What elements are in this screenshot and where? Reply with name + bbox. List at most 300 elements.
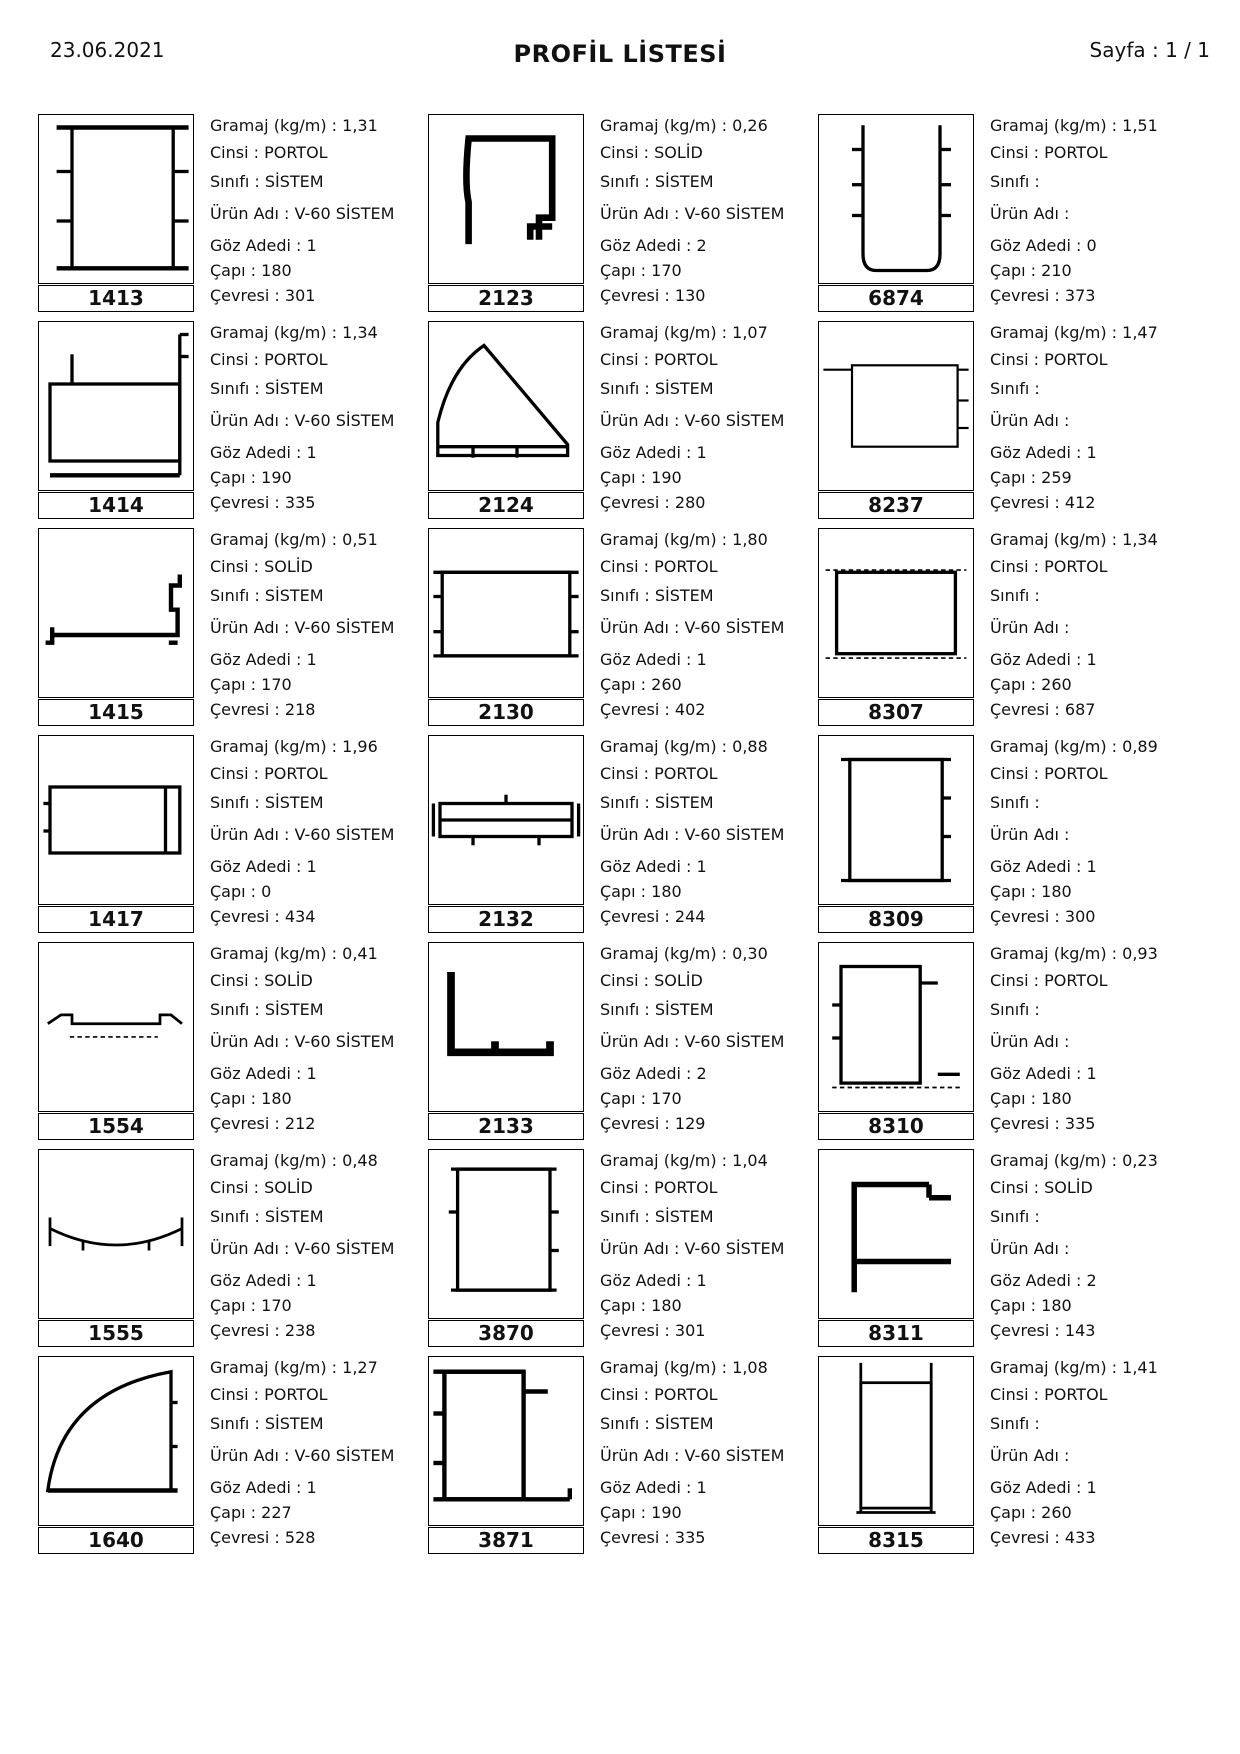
field-goz-adedi <box>600 445 707 461</box>
field-label: Çapı : <box>990 1503 1042 1522</box>
field-value: 1,96 <box>342 737 378 756</box>
field-label: Cinsi : <box>210 764 265 783</box>
field-sinifi <box>990 1002 1040 1018</box>
field-label: Cinsi : <box>600 1178 655 1197</box>
field-value: V-60 SİSTEM <box>684 825 785 844</box>
field-goz-adedi <box>990 1480 1097 1496</box>
field-value: V-60 SİSTEM <box>684 411 785 430</box>
profile-card <box>818 114 1208 316</box>
field-value: SOLİD <box>654 143 703 162</box>
field-label: Ürün Adı : <box>210 825 295 844</box>
field-sinifi <box>600 1209 714 1225</box>
field-gramaj <box>210 946 378 962</box>
field-cevresi <box>210 1530 315 1546</box>
field-value: 180 <box>651 1296 682 1315</box>
field-urun-adi <box>990 413 1069 429</box>
field-sinifi <box>990 1209 1040 1225</box>
field-label: Gramaj (kg/m) : <box>600 323 733 342</box>
field-label: Göz Adedi : <box>990 1064 1087 1083</box>
field-label: Çevresi : <box>990 1114 1065 1133</box>
field-capi <box>600 1505 682 1521</box>
field-value: 260 <box>1041 1503 1072 1522</box>
field-gramaj <box>210 325 378 341</box>
profile-card <box>38 942 428 1144</box>
field-goz-adedi <box>600 238 707 254</box>
field-value: PORTOL <box>1044 764 1108 783</box>
field-label: Ürün Adı : <box>990 1239 1070 1258</box>
profile-code: 1554 <box>38 1113 194 1140</box>
field-label: Ürün Adı : <box>210 1446 295 1465</box>
field-label: Gramaj (kg/m) : <box>600 530 733 549</box>
field-label: Sınıfı : <box>210 379 265 398</box>
field-label: Ürün Adı : <box>600 1239 685 1258</box>
field-cevresi <box>990 702 1095 718</box>
field-label: Göz Adedi : <box>990 857 1087 876</box>
field-value: SİSTEM <box>264 1414 324 1433</box>
field-goz-adedi <box>600 1066 707 1082</box>
profile-drawing <box>818 1149 974 1319</box>
field-urun-adi <box>600 620 784 636</box>
field-value: 238 <box>284 1321 316 1340</box>
profile-card <box>428 735 818 937</box>
field-value: SİSTEM <box>654 172 714 191</box>
field-cinsi <box>990 352 1108 368</box>
field-value: 170 <box>261 675 292 694</box>
field-label: Çevresi : <box>210 286 285 305</box>
field-label: Cinsi : <box>210 1385 265 1404</box>
field-label: Çapı : <box>210 1089 262 1108</box>
field-value: 143 <box>1064 1321 1096 1340</box>
field-cinsi <box>210 973 313 989</box>
field-value: SİSTEM <box>264 379 324 398</box>
field-sinifi <box>990 1416 1040 1432</box>
field-label: Göz Adedi : <box>990 1271 1087 1290</box>
profile-drawing <box>818 942 974 1112</box>
profile-card <box>818 528 1208 730</box>
field-capi <box>990 1298 1072 1314</box>
profile-drawing <box>428 1149 584 1319</box>
field-label: Gramaj (kg/m) : <box>210 1358 343 1377</box>
field-label: Gramaj (kg/m) : <box>600 1358 733 1377</box>
profile-drawing <box>38 1149 194 1319</box>
field-label: Çapı : <box>990 261 1042 280</box>
field-gramaj <box>210 532 378 548</box>
field-sinifi <box>600 381 714 397</box>
field-label: Çapı : <box>990 468 1042 487</box>
field-goz-adedi <box>600 859 707 875</box>
field-capi <box>990 1505 1072 1521</box>
field-value: 1,47 <box>1122 323 1158 342</box>
field-label: Göz Adedi : <box>600 236 697 255</box>
field-cevresi <box>990 495 1095 511</box>
field-value: SİSTEM <box>654 379 714 398</box>
field-label: Sınıfı : <box>990 586 1040 605</box>
field-label: Gramaj (kg/m) : <box>600 944 733 963</box>
field-goz-adedi <box>210 238 317 254</box>
profile-code: 1417 <box>38 906 194 933</box>
field-label: Göz Adedi : <box>210 650 307 669</box>
field-label: Cinsi : <box>990 971 1045 990</box>
field-value: 1 <box>306 443 317 462</box>
field-label: Çevresi : <box>990 493 1065 512</box>
field-label: Göz Adedi : <box>990 443 1087 462</box>
field-gramaj <box>600 946 768 962</box>
field-gramaj <box>600 1153 768 1169</box>
field-label: Çevresi : <box>210 700 285 719</box>
field-goz-adedi <box>600 1480 707 1496</box>
field-sinifi <box>990 795 1040 811</box>
field-value: 1,07 <box>732 323 768 342</box>
field-label: Çevresi : <box>990 907 1065 926</box>
field-sinifi <box>210 1416 324 1432</box>
field-label: Ürün Adı : <box>990 825 1070 844</box>
field-label: Cinsi : <box>600 557 655 576</box>
field-gramaj <box>990 118 1158 134</box>
field-cinsi <box>990 1180 1093 1196</box>
field-value: 301 <box>674 1321 706 1340</box>
field-value: SİSTEM <box>264 586 324 605</box>
field-urun-adi <box>600 1034 784 1050</box>
field-value: SİSTEM <box>654 1207 714 1226</box>
field-value: 1 <box>306 236 317 255</box>
field-value: PORTOL <box>1044 971 1108 990</box>
profile-section-image <box>819 943 973 1111</box>
field-label: Sınıfı : <box>600 793 655 812</box>
field-value: 2 <box>696 236 707 255</box>
profile-code: 8309 <box>818 906 974 933</box>
profile-section-image <box>429 1357 583 1525</box>
field-label: Sınıfı : <box>990 1000 1040 1019</box>
field-label: Cinsi : <box>210 557 265 576</box>
field-value: PORTOL <box>654 1178 718 1197</box>
field-value: 0,93 <box>1122 944 1158 963</box>
profile-code: 8307 <box>818 699 974 726</box>
field-capi <box>210 1505 292 1521</box>
field-label: Cinsi : <box>990 350 1045 369</box>
profile-section-image <box>819 736 973 904</box>
field-label: Sınıfı : <box>600 1207 655 1226</box>
field-value: 1 <box>1086 1064 1097 1083</box>
profile-code: 2133 <box>428 1113 584 1140</box>
field-value: 180 <box>261 261 292 280</box>
field-value: 1,41 <box>1122 1358 1158 1377</box>
field-urun-adi <box>210 1448 394 1464</box>
field-label: Çevresi : <box>600 1321 675 1340</box>
field-value: 0,88 <box>732 737 768 756</box>
profile-drawing <box>428 114 584 284</box>
profile-code: 8311 <box>818 1320 974 1347</box>
field-urun-adi <box>990 206 1069 222</box>
profile-section-image <box>39 943 193 1111</box>
field-label: Gramaj (kg/m) : <box>990 737 1123 756</box>
field-label: Göz Adedi : <box>210 857 307 876</box>
field-label: Göz Adedi : <box>600 1478 697 1497</box>
field-value: SİSTEM <box>264 1000 324 1019</box>
field-urun-adi <box>600 1448 784 1464</box>
field-value: 1 <box>306 1064 317 1083</box>
field-label: Ürün Adı : <box>600 1446 685 1465</box>
field-sinifi <box>210 588 324 604</box>
field-label: Cinsi : <box>210 143 265 162</box>
field-label: Çevresi : <box>600 700 675 719</box>
field-label: Sınıfı : <box>600 586 655 605</box>
field-label: Cinsi : <box>600 143 655 162</box>
profile-code: 1414 <box>38 492 194 519</box>
field-value: 170 <box>651 1089 682 1108</box>
field-value: 190 <box>261 468 292 487</box>
field-cevresi <box>210 1116 315 1132</box>
field-label: Ürün Adı : <box>600 825 685 844</box>
field-value: 0,48 <box>342 1151 378 1170</box>
field-label: Ürün Adı : <box>210 411 295 430</box>
profile-card <box>818 735 1208 937</box>
field-label: Çapı : <box>210 261 262 280</box>
field-value: V-60 SİSTEM <box>294 1446 395 1465</box>
field-value: 1 <box>306 1478 317 1497</box>
field-goz-adedi <box>210 859 317 875</box>
field-value: 1 <box>1086 857 1097 876</box>
field-goz-adedi <box>210 1066 317 1082</box>
field-label: Cinsi : <box>210 1178 265 1197</box>
field-label: Çevresi : <box>990 1321 1065 1340</box>
profile-card <box>818 942 1208 1144</box>
profile-drawing <box>818 735 974 905</box>
profile-drawing <box>818 321 974 491</box>
field-gramaj <box>210 1360 378 1376</box>
field-label: Göz Adedi : <box>990 650 1087 669</box>
field-label: Göz Adedi : <box>210 1478 307 1497</box>
field-label: Gramaj (kg/m) : <box>600 737 733 756</box>
field-label: Çevresi : <box>600 907 675 926</box>
field-label: Çevresi : <box>990 700 1065 719</box>
field-value: 301 <box>284 286 316 305</box>
field-value: 1,34 <box>342 323 378 342</box>
field-label: Cinsi : <box>990 1385 1045 1404</box>
field-value: PORTOL <box>654 1385 718 1404</box>
field-value: 335 <box>284 493 316 512</box>
field-label: Göz Adedi : <box>210 236 307 255</box>
field-value: V-60 SİSTEM <box>684 204 785 223</box>
field-value: 1 <box>1086 1478 1097 1497</box>
field-cevresi <box>600 288 705 304</box>
profile-section-image <box>39 529 193 697</box>
field-value: PORTOL <box>264 143 328 162</box>
field-label: Cinsi : <box>990 143 1045 162</box>
profile-section-image <box>819 529 973 697</box>
profile-drawing <box>38 528 194 698</box>
profile-drawing <box>38 942 194 1112</box>
field-capi <box>990 470 1072 486</box>
profile-card <box>818 321 1208 523</box>
field-label: Göz Adedi : <box>210 1271 307 1290</box>
field-cinsi <box>210 559 313 575</box>
field-value: 0,30 <box>732 944 768 963</box>
field-value: 300 <box>1064 907 1096 926</box>
field-value: 260 <box>651 675 682 694</box>
profile-section-image <box>39 1357 193 1525</box>
field-capi <box>210 884 271 900</box>
field-cevresi <box>210 702 315 718</box>
field-cevresi <box>990 1530 1095 1546</box>
field-label: Göz Adedi : <box>600 1064 697 1083</box>
field-label: Sınıfı : <box>990 1414 1040 1433</box>
field-value: 687 <box>1064 700 1096 719</box>
field-label: Çapı : <box>600 675 652 694</box>
profile-code: 8237 <box>818 492 974 519</box>
field-label: Çevresi : <box>600 493 675 512</box>
profile-section-image <box>39 736 193 904</box>
field-sinifi <box>600 174 714 190</box>
field-cinsi <box>600 973 703 989</box>
profile-section-image <box>429 736 583 904</box>
field-value: V-60 SİSTEM <box>684 1239 785 1258</box>
field-value: 1 <box>1086 650 1097 669</box>
field-label: Çevresi : <box>210 1114 285 1133</box>
field-gramaj <box>600 739 768 755</box>
field-gramaj <box>600 325 768 341</box>
field-label: Göz Adedi : <box>600 443 697 462</box>
field-label: Ürün Adı : <box>990 1032 1070 1051</box>
field-label: Gramaj (kg/m) : <box>990 530 1123 549</box>
field-value: 1,34 <box>1122 530 1158 549</box>
field-label: Göz Adedi : <box>990 236 1087 255</box>
field-value: 1,04 <box>732 1151 768 1170</box>
field-label: Çevresi : <box>600 286 675 305</box>
field-label: Ürün Adı : <box>990 1446 1070 1465</box>
field-cinsi <box>990 766 1108 782</box>
field-sinifi <box>210 174 324 190</box>
field-value: V-60 SİSTEM <box>294 204 395 223</box>
field-value: 335 <box>674 1528 706 1547</box>
field-value: 0 <box>261 882 272 901</box>
field-goz-adedi <box>990 238 1097 254</box>
field-value: 0,51 <box>342 530 378 549</box>
field-gramaj <box>990 739 1158 755</box>
field-value: 180 <box>1041 1296 1072 1315</box>
field-cinsi <box>210 352 328 368</box>
field-value: PORTOL <box>264 350 328 369</box>
field-label: Cinsi : <box>990 1178 1045 1197</box>
field-value: 373 <box>1064 286 1096 305</box>
field-capi <box>210 263 292 279</box>
field-label: Çevresi : <box>210 493 285 512</box>
field-value: 180 <box>1041 882 1072 901</box>
field-value: 180 <box>261 1089 292 1108</box>
field-value: SOLİD <box>1044 1178 1093 1197</box>
field-cevresi <box>600 1116 705 1132</box>
profile-drawing <box>38 321 194 491</box>
profile-card <box>428 942 818 1144</box>
field-sinifi <box>210 381 324 397</box>
field-value: SOLİD <box>264 971 313 990</box>
field-goz-adedi <box>990 445 1097 461</box>
field-gramaj <box>990 532 1158 548</box>
field-gramaj <box>600 1360 768 1376</box>
field-sinifi <box>990 174 1040 190</box>
field-capi <box>600 263 682 279</box>
field-value: 190 <box>651 468 682 487</box>
field-label: Çapı : <box>990 675 1042 694</box>
field-cevresi <box>600 495 705 511</box>
profile-code: 1415 <box>38 699 194 726</box>
field-label: Cinsi : <box>600 764 655 783</box>
field-value: 1 <box>306 857 317 876</box>
field-gramaj <box>600 118 768 134</box>
field-cinsi <box>990 559 1108 575</box>
field-capi <box>600 470 682 486</box>
field-value: 227 <box>261 1503 292 1522</box>
field-cinsi <box>600 352 718 368</box>
field-label: Gramaj (kg/m) : <box>990 116 1123 135</box>
field-gramaj <box>210 1153 378 1169</box>
field-value: 180 <box>1041 1089 1072 1108</box>
profile-drawing <box>428 528 584 698</box>
field-cevresi <box>990 1323 1095 1339</box>
field-goz-adedi <box>210 652 317 668</box>
field-label: Çapı : <box>600 261 652 280</box>
field-value: 433 <box>1064 1528 1096 1547</box>
field-value: 0 <box>1086 236 1097 255</box>
field-urun-adi <box>990 827 1069 843</box>
field-label: Sınıfı : <box>990 1207 1040 1226</box>
profile-code: 2123 <box>428 285 584 312</box>
field-label: Ürün Adı : <box>990 204 1070 223</box>
field-label: Çapı : <box>990 882 1042 901</box>
field-urun-adi <box>210 413 394 429</box>
page-number: Sayfa : 1 / 1 <box>1089 38 1210 62</box>
field-value: 528 <box>284 1528 316 1547</box>
profile-code: 2130 <box>428 699 584 726</box>
field-label: Göz Adedi : <box>600 1271 697 1290</box>
profile-code: 2132 <box>428 906 584 933</box>
field-value: 244 <box>674 907 706 926</box>
field-value: V-60 SİSTEM <box>294 1239 395 1258</box>
field-value: 2 <box>1086 1271 1097 1290</box>
field-label: Göz Adedi : <box>600 650 697 669</box>
field-goz-adedi <box>990 859 1097 875</box>
field-value: 1 <box>306 1271 317 1290</box>
field-value: SOLİD <box>264 557 313 576</box>
field-value: 1 <box>696 1271 707 1290</box>
field-value: V-60 SİSTEM <box>294 411 395 430</box>
field-value: 0,26 <box>732 116 768 135</box>
field-label: Göz Adedi : <box>600 857 697 876</box>
field-value: 1 <box>1086 443 1097 462</box>
field-capi <box>990 677 1072 693</box>
profile-code: 8310 <box>818 1113 974 1140</box>
field-label: Gramaj (kg/m) : <box>210 944 343 963</box>
field-value: PORTOL <box>654 557 718 576</box>
profile-section-image <box>819 1357 973 1525</box>
field-label: Çapı : <box>600 1089 652 1108</box>
profile-drawing <box>428 1356 584 1526</box>
field-label: Ürün Adı : <box>210 1239 295 1258</box>
field-value: 434 <box>284 907 316 926</box>
field-value: 260 <box>1041 675 1072 694</box>
field-cinsi <box>990 1387 1108 1403</box>
field-label: Sınıfı : <box>210 586 265 605</box>
profile-card <box>428 321 818 523</box>
print-date: 23.06.2021 <box>50 38 165 62</box>
field-label: Çevresi : <box>600 1114 675 1133</box>
field-label: Ürün Adı : <box>600 618 685 637</box>
field-cinsi <box>210 145 328 161</box>
profile-code: 3871 <box>428 1527 584 1554</box>
field-value: 1,31 <box>342 116 378 135</box>
field-label: Cinsi : <box>210 971 265 990</box>
field-value: PORTOL <box>264 764 328 783</box>
field-gramaj <box>600 532 768 548</box>
